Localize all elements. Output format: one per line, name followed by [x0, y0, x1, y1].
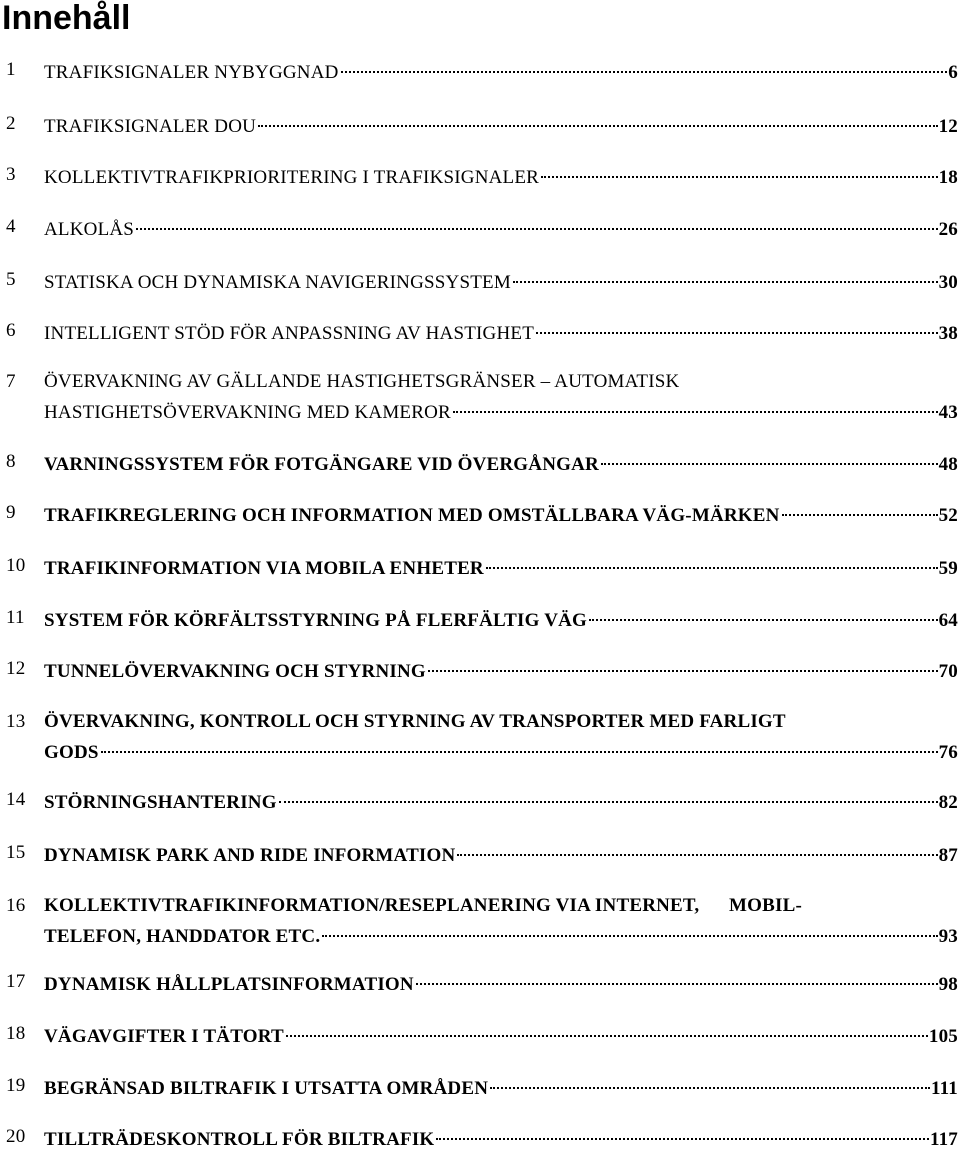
entry-number: 1	[6, 59, 16, 80]
dot-leader	[416, 963, 938, 985]
entry-title: KOLLEKTIVTRAFIKPRIORITERING I TRAFIKSIGNALER	[44, 167, 540, 188]
dot-leader	[457, 834, 937, 856]
entry-title: TRAFIKSIGNALER DOU	[44, 116, 257, 137]
dot-leader	[541, 156, 938, 178]
dot-leader	[782, 494, 938, 516]
entry-page: 87	[938, 845, 958, 866]
entry-number: 4	[6, 216, 16, 237]
entry-title-line1: KOLLEKTIVTRAFIKINFORMATION/RESEPLANERING VIA INTERNET, MOBIL-	[44, 895, 803, 916]
entry-page: 48	[938, 454, 958, 475]
dot-leader	[486, 547, 938, 569]
dot-leader	[322, 915, 937, 937]
entry-number: 7	[6, 371, 16, 392]
entry-title: TRAFIKINFORMATION VIA MOBILA ENHETER	[44, 558, 484, 579]
entry-number: 2	[6, 113, 16, 134]
dot-leader	[258, 105, 938, 127]
entry-number: 8	[6, 451, 16, 472]
entry-title: INTELLIGENT STÖD FÖR ANPASSNING AV HASTIGHET	[44, 323, 534, 344]
dot-leader	[279, 781, 938, 803]
dot-leader	[536, 312, 938, 334]
entry-page: 98	[938, 974, 958, 995]
entry-number: 6	[6, 320, 16, 341]
dot-leader	[513, 261, 938, 283]
entry-title: STATISKA OCH DYNAMISKA NAVIGERINGSSYSTEM	[44, 272, 511, 293]
dot-leader	[428, 650, 938, 672]
entry-title: TUNNELÖVERVAKNING OCH STYRNING	[44, 661, 426, 682]
entry-page: 52	[938, 505, 958, 526]
entry-title-line1: ÖVERVAKNING, KONTROLL OCH STYRNING AV TRANSPORTER MED FARLIGT	[44, 711, 786, 732]
entry-number: 15	[6, 842, 26, 863]
entry-page: 76	[938, 742, 958, 763]
dot-leader	[601, 443, 938, 465]
entry-page: 6	[948, 62, 958, 83]
entry-page: 30	[938, 272, 958, 293]
entry-page: 82	[938, 792, 958, 813]
entry-page: 18	[938, 167, 958, 188]
entry-title: BEGRÄNSAD BILTRAFIK I UTSATTA OMRÅDEN	[44, 1078, 489, 1099]
entry-number: 13	[6, 711, 26, 732]
entry-number: 9	[6, 502, 16, 523]
entry-number: 19	[6, 1075, 26, 1096]
entry-number: 11	[6, 607, 25, 628]
dot-leader	[136, 208, 938, 230]
entry-title: HASTIGHETSÖVERVAKNING MED KAMEROR	[44, 402, 451, 423]
entry-title: VÄGAVGIFTER I TÄTORT	[44, 1026, 284, 1047]
toc-heading: Innehåll	[2, 0, 131, 37]
entry-page: 64	[938, 610, 958, 631]
dot-leader	[286, 1015, 928, 1037]
entry-number: 16	[6, 895, 26, 916]
entry-number: 3	[6, 164, 16, 185]
entry-title: SYSTEM FÖR KÖRFÄLTSSTYRNING PÅ FLERFÄLTIG VÄG	[44, 610, 588, 631]
entry-page: 26	[938, 219, 958, 240]
dot-leader	[436, 1118, 929, 1140]
entry-page: 93	[938, 926, 958, 947]
entry-title: TILLTRÄDESKONTROLL FÖR BILTRAFIK	[44, 1129, 435, 1150]
entry-page: 117	[929, 1129, 958, 1150]
entry-title: ALKOLÅS	[44, 219, 135, 240]
entry-number: 17	[6, 971, 26, 992]
entry-number: 18	[6, 1023, 26, 1044]
entry-page: 111	[930, 1078, 958, 1099]
dot-leader	[453, 391, 938, 413]
entry-page: 43	[938, 402, 958, 423]
entry-number: 12	[6, 658, 26, 679]
entry-title: TELEFON, HANDDATOR ETC.	[44, 926, 321, 947]
entry-title: VARNINGSSYSTEM FÖR FOTGÄNGARE VID ÖVERGÅNGAR	[44, 454, 599, 475]
entry-number: 10	[6, 555, 26, 576]
dot-leader	[341, 51, 948, 73]
entry-page: 38	[938, 323, 958, 344]
dot-leader	[490, 1067, 930, 1089]
entry-page: 59	[938, 558, 958, 579]
entry-title: GODS	[44, 742, 99, 763]
entry-title: DYNAMISK HÅLLPLATSINFORMATION	[44, 974, 414, 995]
entry-number: 5	[6, 269, 16, 290]
entry-title-line1: ÖVERVAKNING AV GÄLLANDE HASTIGHETSGRÄNSER – AUTOMATISK	[44, 371, 680, 392]
entry-page: 70	[938, 661, 958, 682]
dot-leader	[589, 599, 938, 621]
entry-title: TRAFIKREGLERING OCH INFORMATION MED OMSTÄLLBARA VÄG-MÄRKEN	[44, 505, 780, 526]
entry-page: 12	[938, 116, 958, 137]
entry-title: STÖRNINGSHANTERING	[44, 792, 277, 813]
entry-number: 20	[6, 1126, 26, 1147]
entry-title: TRAFIKSIGNALER NYBYGGNAD	[44, 62, 339, 83]
entry-number: 14	[6, 789, 26, 810]
dot-leader	[101, 731, 938, 753]
entry-page: 105	[928, 1026, 958, 1047]
entry-title: DYNAMISK PARK AND RIDE INFORMATION	[44, 845, 456, 866]
